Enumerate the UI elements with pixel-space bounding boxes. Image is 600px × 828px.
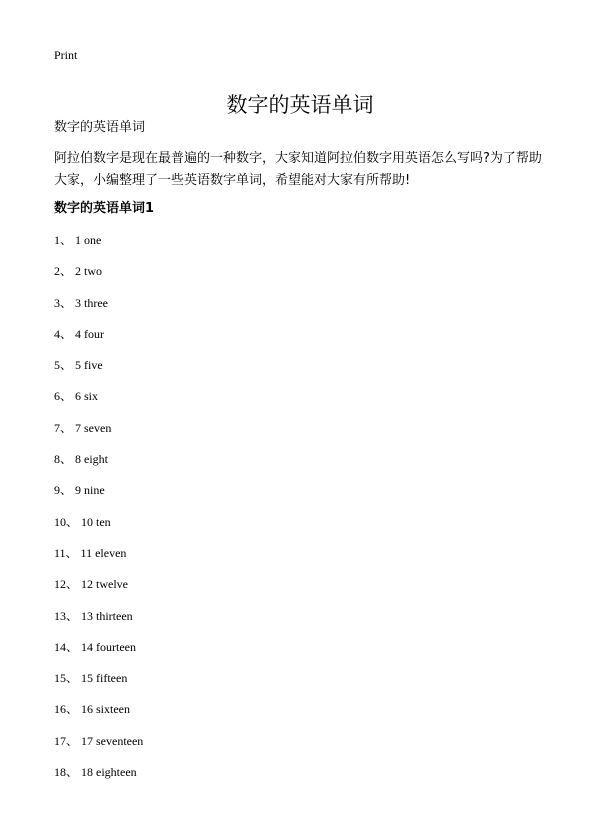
list-item: 17、 17 seventeen bbox=[54, 733, 144, 748]
document-subtitle: 数字的英语单词 bbox=[54, 120, 146, 135]
list-item: 7、 7 seven bbox=[54, 420, 112, 435]
list-item: 4、 4 four bbox=[54, 326, 104, 341]
page-title: 数字的英语单词 bbox=[226, 93, 374, 118]
list-item: 3、 3 three bbox=[54, 295, 108, 310]
list-item: 8、 8 eight bbox=[54, 452, 108, 467]
list-item: 16、 16 sixteen bbox=[54, 702, 130, 717]
list-item: 5、 5 five bbox=[54, 358, 103, 373]
list-item: 15、 15 fifteen bbox=[54, 671, 128, 686]
print-label[interactable]: Print bbox=[54, 48, 78, 62]
list-item: 1、 1 one bbox=[54, 233, 102, 247]
list-item: 14、 14 fourteen bbox=[54, 639, 136, 654]
list-item: 10、 10 ten bbox=[54, 514, 111, 529]
list-item: 12、 12 twelve bbox=[54, 577, 128, 592]
intro-paragraph: 阿拉伯数字是现在最普遍的一种数字，大家知道阿拉伯数字用英语怎么写吗?为了帮助大家，小编整理了一些英语数字单词，希望能对大家有所帮助! bbox=[54, 151, 542, 188]
list-item: 11、 11 eleven bbox=[54, 545, 127, 560]
list-item: 13、 13 thirteen bbox=[54, 608, 133, 623]
list-item: 9、 9 nine bbox=[54, 483, 105, 498]
section-heading: 数字的英语单词1 bbox=[54, 201, 155, 216]
list-item: 2、 2 two bbox=[54, 264, 103, 279]
number-word-list bbox=[54, 232, 143, 795]
list-item: 6、 6 six bbox=[54, 389, 99, 404]
list-item: 18、 18 eighteen bbox=[54, 765, 137, 780]
